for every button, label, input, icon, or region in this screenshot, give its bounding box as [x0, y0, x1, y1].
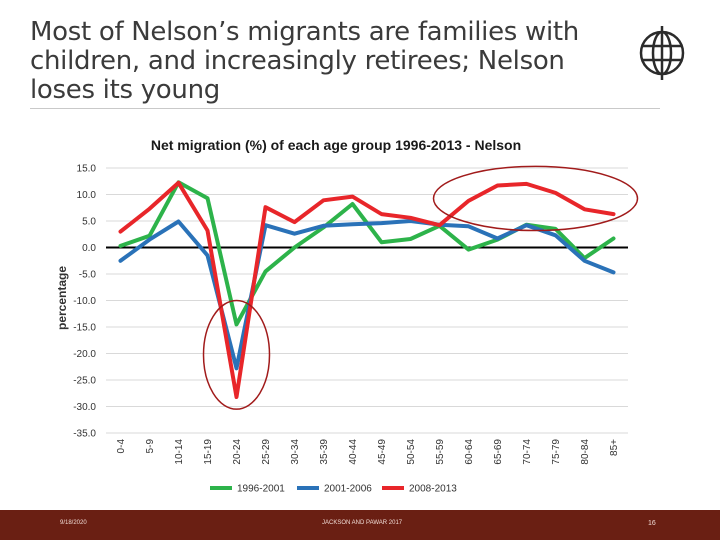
y-tick-label: -25.0	[73, 375, 96, 387]
y-tick-label: 10.0	[76, 190, 96, 201]
y-tick-label: -15.0	[73, 322, 96, 334]
footer-date: 9/18/2020	[60, 520, 87, 526]
x-tick-label: 55-59	[435, 439, 446, 465]
legend-label: 2001-2006	[324, 483, 372, 495]
x-tick-label: 80-84	[580, 439, 591, 465]
y-tick-label: -35.0	[73, 428, 96, 440]
x-tick-label: 50-54	[406, 439, 417, 465]
x-tick-label: 15-19	[203, 439, 214, 465]
y-axis-title: percentage	[55, 265, 69, 331]
y-tick-labels	[73, 164, 96, 440]
y-tick-label: 15.0	[76, 163, 96, 175]
legend-label: 1996-2001	[237, 483, 285, 495]
y-tick-label: 0.0	[82, 243, 96, 254]
series-line-2008-2013	[121, 183, 614, 397]
series-lines	[121, 182, 614, 397]
x-tick-label: 85+	[609, 439, 620, 456]
legend-label: 2008-2013	[409, 483, 457, 495]
y-tick-label: -5.0	[78, 269, 96, 281]
gridlines	[106, 168, 628, 433]
legend	[210, 484, 457, 495]
x-tick-label: 65-69	[493, 439, 504, 465]
y-tick-label: -30.0	[73, 402, 96, 413]
x-tick-label: 20-24	[232, 439, 243, 465]
x-tick-label: 40-44	[348, 439, 359, 465]
x-tick-label: 0-4	[116, 439, 127, 454]
x-tick-label: 5-9	[145, 439, 156, 454]
x-tick-label: 35-39	[319, 439, 330, 465]
x-tick-label: 10-14	[174, 439, 185, 465]
page-number: 16	[648, 520, 656, 527]
x-tick-label: 75-79	[551, 439, 562, 465]
x-tick-labels	[116, 439, 620, 465]
slide-title: Most of Nelson’s migrants are families with children, and increasingly retirees; Nelson loses its young	[30, 17, 579, 105]
x-tick-label: 30-34	[290, 439, 301, 465]
chart-title: Net migration (%) of each age group 1996-2013 - Nelson	[150, 137, 522, 153]
footer-credit: JACKSON AND PAWAR 2017	[322, 520, 403, 526]
x-tick-label: 45-49	[377, 439, 388, 465]
y-tick-label: 5.0	[82, 216, 96, 228]
x-tick-label: 60-64	[464, 439, 475, 465]
footer-bar	[0, 510, 720, 540]
series-line-2001-2006	[121, 221, 614, 368]
y-tick-label: -20.0	[73, 349, 96, 360]
y-tick-label: -10.0	[73, 296, 96, 307]
x-tick-label: 70-74	[522, 439, 533, 465]
x-tick-label: 25-29	[261, 439, 272, 465]
